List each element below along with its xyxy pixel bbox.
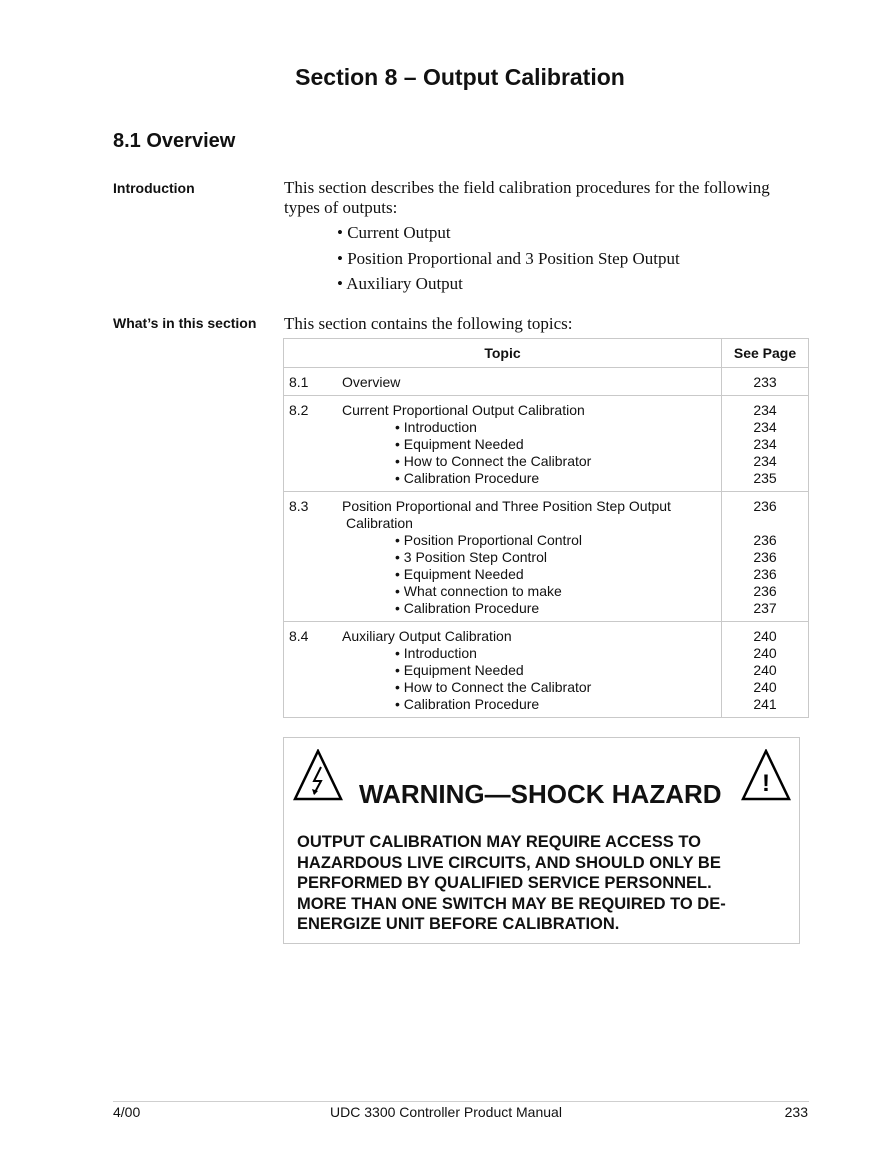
- subtopic-page-number: 236: [753, 549, 777, 565]
- topic-cell: [284, 622, 722, 718]
- subtopic-page-number: 236: [753, 566, 777, 582]
- footer-page-number: 233: [784, 1104, 808, 1120]
- topic-number: 8.2: [289, 402, 309, 418]
- warning-title: WARNING—SHOCK HAZARD: [359, 779, 722, 809]
- topic-title: Current Proportional Output Calibration: [342, 402, 585, 418]
- subtopic-item: • Calibration Procedure: [395, 470, 540, 486]
- electric-shock-warning-icon: [293, 749, 343, 801]
- subtopic-item: • Position Proportional Control: [395, 532, 582, 548]
- subtopic-item: • Equipment Needed: [395, 566, 524, 582]
- topic-page-number: 233: [753, 374, 777, 390]
- warning-body: [297, 832, 777, 935]
- table-body: [284, 368, 809, 718]
- topic-page-number: 240: [753, 628, 777, 644]
- table-row: [284, 396, 809, 492]
- exclamation-warning-icon: [741, 749, 791, 801]
- page-cell: [722, 368, 809, 396]
- topic-cell: [284, 396, 722, 492]
- list-item: • Position Proportional and 3 Position Step Output: [337, 248, 680, 268]
- topic-number: 8.3: [289, 498, 309, 514]
- subtopic-item: • Equipment Needed: [395, 662, 524, 678]
- topic-cell: [284, 492, 722, 622]
- subtopic-item: • Introduction: [395, 645, 477, 661]
- topic-title: Position Proportional and Three Position Step Output: [342, 498, 671, 514]
- topics-table: [283, 338, 809, 718]
- topic-heading: [289, 628, 717, 645]
- subtopic-page-number: 236: [753, 532, 777, 548]
- subtopic-page-number: 237: [753, 600, 777, 616]
- subtopic-page-number: 240: [753, 679, 777, 695]
- topic-heading: [289, 498, 717, 515]
- topic-number: 8.4: [289, 628, 309, 644]
- topic-heading: [289, 374, 717, 391]
- subtopic-page-number: 235: [753, 470, 777, 486]
- table-header-row: [284, 339, 809, 368]
- subtopic-item: • Introduction: [395, 419, 477, 435]
- subsection-title: 8.1 Overview: [113, 130, 236, 152]
- table-row: [284, 622, 809, 718]
- subtopic-page-number: 234: [753, 453, 777, 469]
- topic-page-number: 234: [753, 402, 777, 418]
- list-item: • Auxiliary Output: [337, 274, 463, 293]
- subtopic-page-number: 240: [753, 645, 777, 661]
- subtopic-page-number: 234: [753, 436, 777, 452]
- table-row: [284, 492, 809, 622]
- exclamation-mark: !: [762, 770, 770, 797]
- subtopic-item: • 3 Position Step Control: [395, 549, 547, 565]
- page-column-header: See Page: [722, 339, 809, 368]
- topic-title: Overview: [342, 374, 401, 390]
- topic-cell: [284, 368, 722, 396]
- page-spacer: [722, 515, 808, 532]
- subtopic-item: • Calibration Procedure: [395, 696, 540, 712]
- subtopic-page-number: 241: [753, 696, 777, 712]
- page-cell: [722, 396, 809, 492]
- topic-column-header: Topic: [284, 339, 722, 368]
- subtopic-page-number: 236: [753, 583, 777, 599]
- output-types-list: [337, 223, 680, 300]
- footer-manual-title: UDC 3300 Controller Product Manual: [330, 1104, 562, 1120]
- footer-divider: [113, 1101, 809, 1102]
- whats-in-section-label: What’s in this section: [113, 315, 257, 331]
- topic-title-continued: Calibration: [346, 515, 413, 531]
- subtopic-item: • How to Connect the Calibrator: [395, 679, 592, 695]
- topic-number: 8.1: [289, 374, 309, 390]
- table-row: [284, 368, 809, 396]
- warning-body-line: MORE THAN ONE SWITCH MAY BE REQUIRED TO DE-: [297, 894, 726, 913]
- page-cell: [722, 492, 809, 622]
- subtopic-item: • Equipment Needed: [395, 436, 524, 452]
- topic-page-number: 236: [753, 498, 777, 514]
- warning-body-line: OUTPUT CALIBRATION MAY REQUIRE ACCESS TO: [297, 833, 701, 851]
- introduction-text: This section describes the field calibration procedures for the following types of outputs:: [284, 178, 770, 217]
- subtopic-item: • Calibration Procedure: [395, 600, 540, 616]
- footer-date: 4/00: [113, 1104, 141, 1120]
- warning-box: [283, 737, 800, 944]
- warning-body-line: HAZARDOUS LIVE CIRCUITS, AND SHOULD ONLY BE: [297, 853, 721, 872]
- page-cell: [722, 622, 809, 718]
- introduction-label: Introduction: [113, 180, 195, 196]
- subtopic-item: • What connection to make: [395, 583, 562, 599]
- topic-heading: [289, 402, 717, 419]
- topic-title: Auxiliary Output Calibration: [342, 628, 512, 644]
- warning-body-line: ENERGIZE UNIT BEFORE CALIBRATION.: [297, 915, 620, 933]
- subtopic-item: • How to Connect the Calibrator: [395, 453, 592, 469]
- topics-intro-text: This section contains the following topics:: [284, 314, 573, 333]
- section-title: Section 8 – Output Calibration: [295, 64, 625, 90]
- list-item: • Current Output: [337, 223, 451, 242]
- subtopic-page-number: 240: [753, 662, 777, 678]
- warning-body-line: PERFORMED BY QUALIFIED SERVICE PERSONNEL.: [297, 874, 712, 892]
- subtopic-page-number: 234: [753, 419, 777, 435]
